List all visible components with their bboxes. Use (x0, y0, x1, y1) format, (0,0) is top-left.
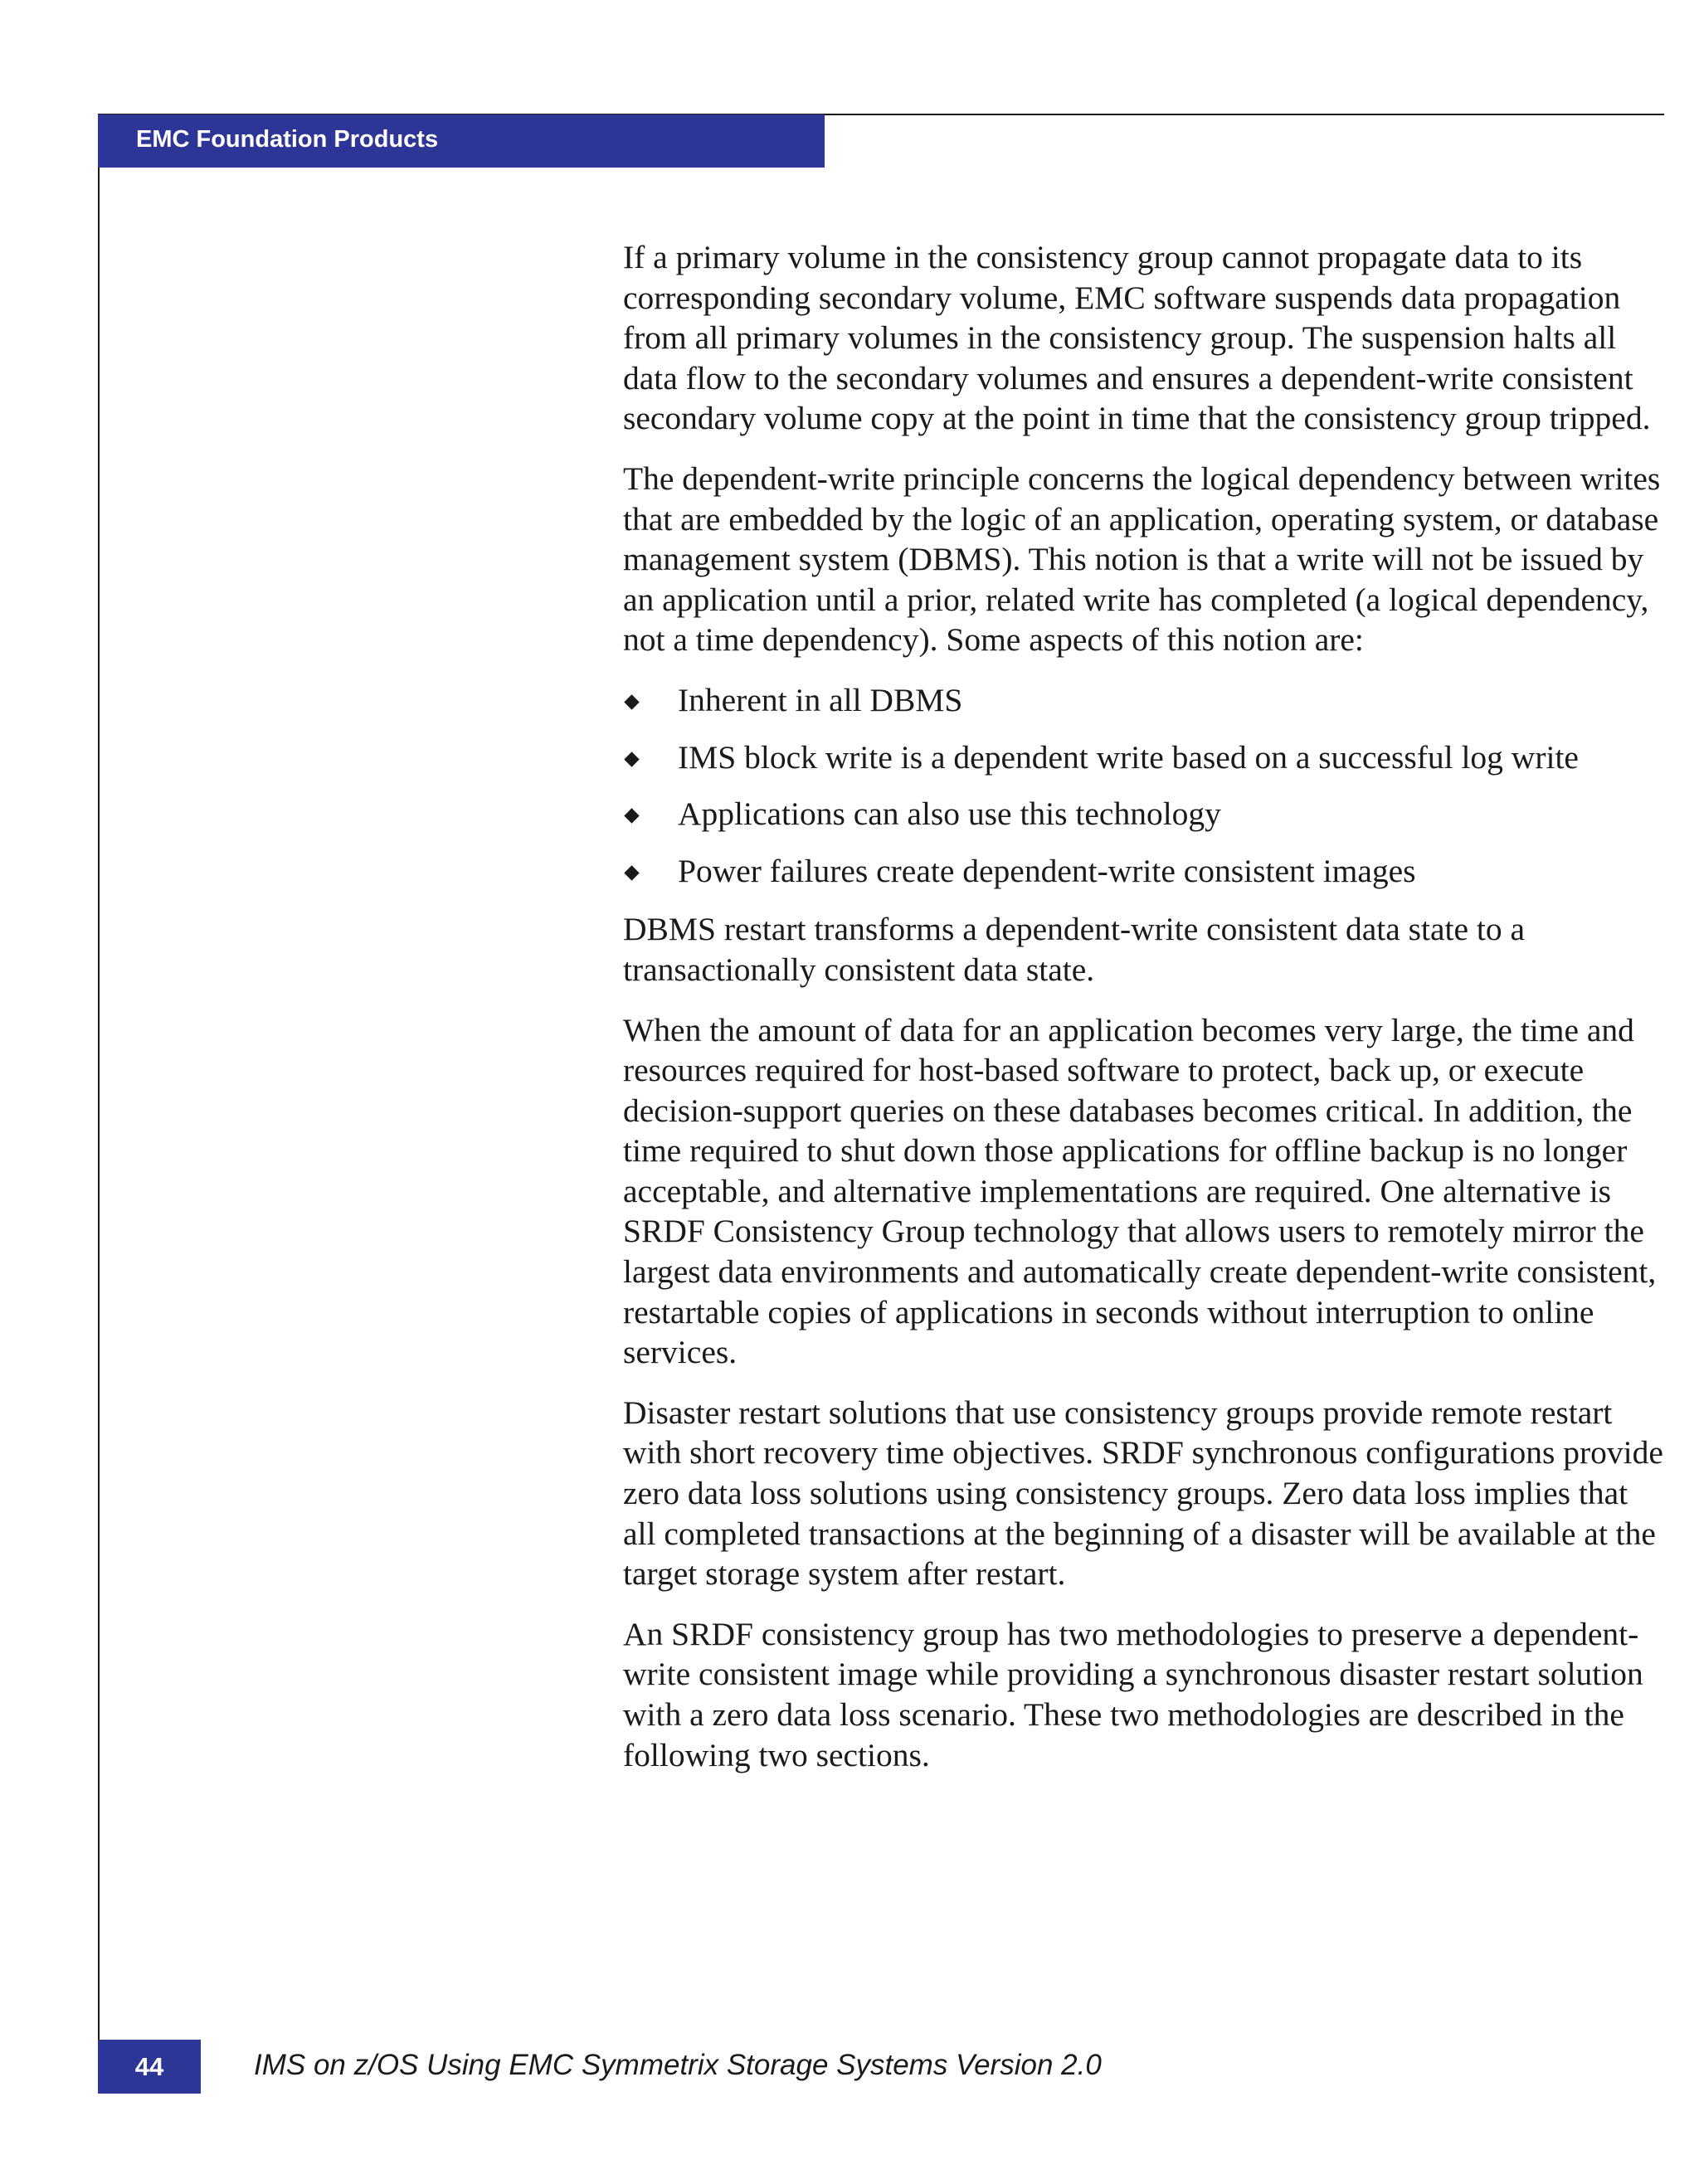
diamond-bullet-icon (624, 808, 639, 823)
paragraph: When the amount of data for an application becomes very large, the time and resources required for host-based software to protect, back up, or execute decision-support queries on these databases becomes critical. In addition, the time required to shut down those applications for offline backup is no longer acceptable, and alternative implementations are required. One alternative is SRDF Consistency Group technology that allows users to remotely mirror the largest data environments and automatically create dependent-write consistent, restartable copies of applications in seconds without interruption to online services. (623, 1011, 1657, 1371)
list-item (623, 794, 1664, 834)
footer-doc-title: IMS on z/OS Using EMC Symmetrix Storage Systems Version 2.0 (254, 2049, 1102, 2081)
paragraph: DBMS restart transforms a dependent-write consistent data state to a transactionally consistent data state. (623, 911, 1526, 988)
section-title: EMC Foundation Products (136, 126, 439, 153)
bullet-list (623, 680, 1664, 891)
margin-rule (98, 168, 100, 2094)
list-item-text: Inherent in all DBMS (678, 681, 963, 718)
paragraph: If a primary volume in the consistency group cannot propagate data to its corresponding secondary volume, EMC software suspends data propagation from all primary volumes in the consistency group. The suspension halts all data flow to the secondary volumes and ensures a dependent-write consistent secondary volume copy at the point in time that the consistency group tripped. (623, 239, 1651, 437)
list-item (623, 737, 1664, 778)
page-number-box (98, 2040, 201, 2094)
paragraph: The dependent-write principle concerns the logical dependency between writes that are embedded by the logic of an application, operating system, or database management system (DBMS). This notion is that a write will not be issued by an application until a prior, related write has completed (a logical dependency, not a time dependency). Some aspects of this notion are: (623, 460, 1661, 659)
diamond-bullet-icon (624, 865, 639, 880)
list-item (623, 680, 1664, 721)
list-item-text: IMS block write is a dependent write based on a successful log write (678, 738, 1579, 776)
body-text (623, 237, 1664, 1795)
paragraph: Disaster restart solutions that use consistency groups provide remote restart with short recovery time objectives. SRDF synchronous configurations provide zero data loss solutions using consistency groups. Zero data loss implies that all completed transactions at the beginning of a disaster will be available at the target storage system after restart. (623, 1394, 1663, 1593)
paragraph: An SRDF consistency group has two methodologies to preserve a dependent-write consistent image while providing a synchronous disaster restart solution with a zero data loss scenario. These two methodologies are described in the following two sections. (623, 1615, 1643, 1773)
section-header-band (98, 114, 825, 168)
list-item (623, 851, 1664, 892)
list-item-text: Power failures create dependent-write consistent images (678, 852, 1416, 889)
diamond-bullet-icon (624, 752, 639, 766)
page-number: 44 (134, 2052, 164, 2081)
list-item-text: Applications can also use this technology (678, 795, 1221, 833)
diamond-bullet-icon (624, 694, 639, 709)
